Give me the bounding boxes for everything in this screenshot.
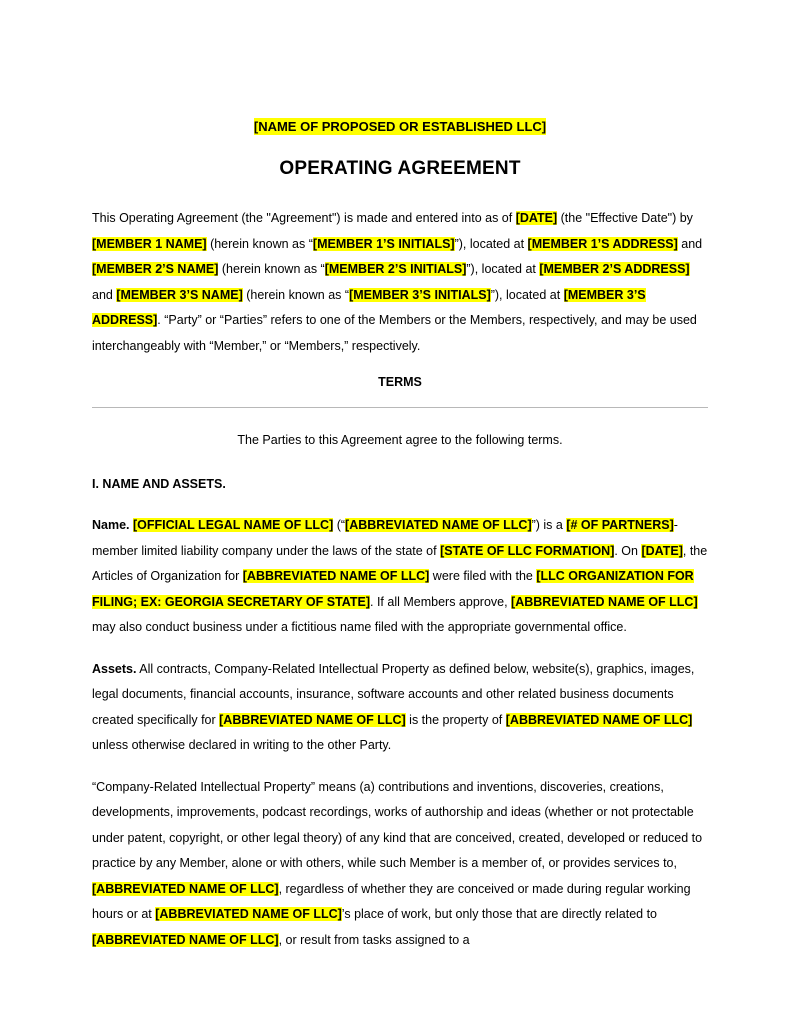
section-divider [92,407,708,408]
intro-text-a: This Operating Agreement (the "Agreement") is made and entered into as of [92,211,516,226]
ip-text-4: , or result from tasks assigned to a [278,932,470,947]
ip-text-1: “Company-Related Intellectual Property” means (a) contributions and inventions, discoveries, creations, developments, improvements, podcast recordings, works of authorship and ideas (whether or not protectable under patent, copyright, or other legal theory) of any kind that are conceived, created, developed or reduced to practice by any Member, alone or with others, while such Member is a member of, or provides services to, [92,779,703,871]
official-legal-name-placeholder: [OFFICIAL LEGAL NAME OF LLC] [133,518,334,533]
abbrev-name-placeholder-8: [ABBREVIATED NAME OF LLC] [92,932,279,947]
name-text-8: . If all Members approve, [370,594,512,609]
name-text-9: may also conduct business under a fictitious name filed with the appropriate governmental office. [92,620,627,635]
intro-paragraph [92,206,708,359]
page-title: OPERATING AGREEMENT [279,158,521,180]
intro-text-d: ”), located at [454,236,528,251]
member-1-name-placeholder: [MEMBER 1 NAME] [92,236,207,251]
name-text-2: (“ [333,518,346,533]
intro-text-b: (the "Effective Date") by [557,211,693,226]
name-clause-paragraph [92,513,708,641]
intro-text-e: and [677,236,703,251]
assets-clause-lead: Assets. [92,661,137,676]
ip-clause-paragraph [92,775,708,954]
document-title-placeholder [92,118,708,136]
intro-text-f: (herein known as “ [218,262,325,277]
member-1-initials-placeholder: [MEMBER 1’S INITIALS] [312,236,455,251]
assets-text-3: unless otherwise declared in writing to the other Party. [92,738,392,753]
member-1-address-placeholder: [MEMBER 1’S ADDRESS] [527,236,678,251]
name-clause-lead: Name. [92,518,130,533]
name-text-5: . On [614,543,642,558]
assets-text-2: is the property of [405,712,506,727]
state-of-formation-placeholder: [STATE OF LLC FORMATION] [440,543,615,558]
ip-text-2: , regardless of whether they are conceived or made during regular working hours or at [92,881,691,922]
member-3-name-placeholder: [MEMBER 3’S NAME] [116,287,243,302]
intro-text-i: (herein known as “ [242,287,350,302]
name-text-6: , the Articles of Organization for [92,543,708,584]
member-2-address-placeholder: [MEMBER 2’S ADDRESS] [539,262,690,277]
intro-text-j: ”), located at [490,287,564,302]
date-placeholder-1: [DATE] [515,211,558,226]
assets-clause-paragraph [92,657,708,759]
abbrev-name-placeholder-3: [ABBREVIATED NAME OF LLC] [511,594,698,609]
agreement-intro-line: The Parties to this Agreement agree to the following terms. [237,433,563,448]
intro-text-k: . “Party” or “Parties” refers to one of the Members or the Members, respectively, and may be used interchangeably with “Member,” or “Members,” respectively. [92,313,697,353]
abbrev-name-placeholder-4: [ABBREVIATED NAME OF LLC] [219,712,406,727]
intro-text-g: ”), located at [466,262,540,277]
member-2-name-placeholder: [MEMBER 2’S NAME] [92,262,219,277]
intro-text-h: and [92,287,117,302]
terms-heading: TERMS [378,375,422,390]
section-1-heading: I. NAME AND ASSETS. [92,476,226,491]
ip-text-3: ’s place of work, but only those that are directly related to [341,907,658,922]
abbrev-name-placeholder-7: [ABBREVIATED NAME OF LLC] [155,907,342,922]
abbrev-name-placeholder-2: [ABBREVIATED NAME OF LLC] [242,569,430,584]
member-2-initials-placeholder: [MEMBER 2’S INITIALS] [324,262,467,277]
name-text-7: were filed with the [429,569,537,584]
member-3-initials-placeholder: [MEMBER 3’S INITIALS] [349,287,491,302]
name-text-3: ”) is a [531,518,567,533]
member-3-address-placeholder: [MEMBER 3’S ADDRESS] [92,287,646,328]
partners-count-placeholder: [# OF PARTNERS] [566,518,674,533]
abbrev-name-placeholder-1: [ABBREVIATED NAME OF LLC] [345,518,532,533]
name-text-4: -member limited liability company under the laws of the state of [92,518,678,558]
assets-text-1: All contracts, Company-Related Intellectual Property as defined below, website(s), graphics, images, legal documents, financial accounts, insurance, software accounts and other related business documents created specifically for [92,661,695,727]
abbrev-name-placeholder-6: [ABBREVIATED NAME OF LLC] [92,881,279,896]
filing-organization-placeholder: [LLC ORGANIZATION FOR FILING; EX: GEORGIA SECRETARY OF STATE] [92,569,694,609]
intro-text-c: (herein known as “ [206,236,313,251]
abbrev-name-placeholder-5: [ABBREVIATED NAME OF LLC] [505,712,693,727]
llc-name-placeholder: [NAME OF PROPOSED OR ESTABLISHED LLC] [253,119,547,134]
date-placeholder-2: [DATE] [641,543,683,558]
